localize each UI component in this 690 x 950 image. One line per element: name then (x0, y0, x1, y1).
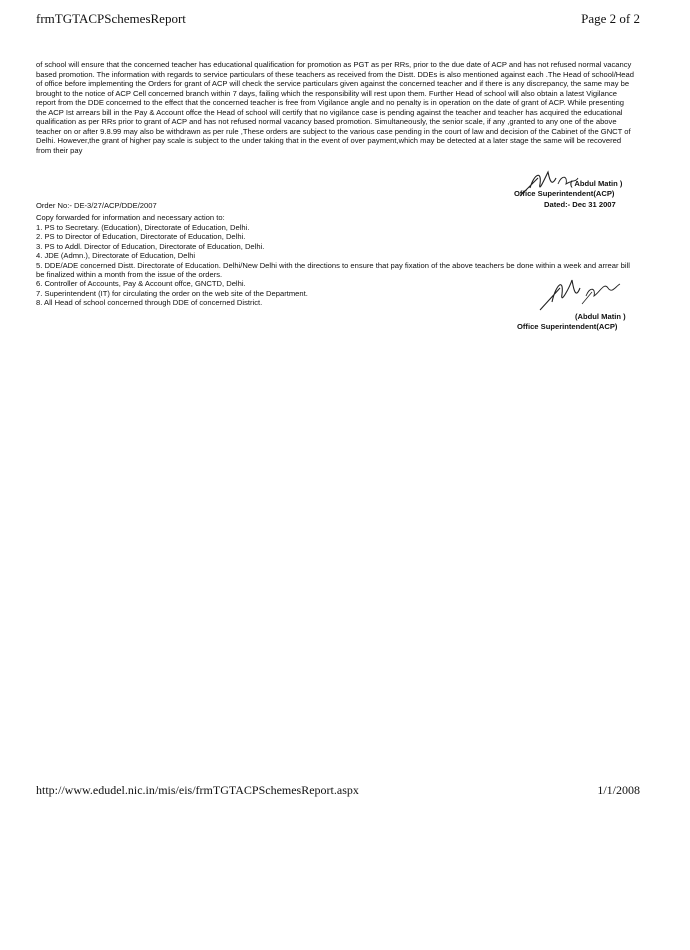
copy-list-item: 5. DDE/ADE concerned Distt. Directorate of Education. Delhi/New Delhi with the directions to ensure that pay fixation of the above teachers be done within a week and arrear bill be finalized within a month from the issue of the orders. (36, 260, 630, 280)
copy-list-item: 3. PS to Addl. Director of Education, Directorate of Education, Delhi. (36, 241, 265, 251)
report-title: frmTGTACPSchemesReport (36, 11, 186, 26)
signature-2-title: Office Superintendent(ACP) (517, 322, 618, 331)
copy-list-item: 8. All Head of school concerned through DDE of concerned District. (36, 298, 263, 308)
signature-1-date: Dated:- Dec 31 2007 (544, 200, 616, 209)
footer-url: http://www.edudel.nic.in/mis/eis/frmTGTACPSchemesReport.aspx (36, 783, 359, 797)
copy-list-item: 4. JDE (Admn.), Directorate of Education, Delhi (36, 251, 196, 261)
footer-date: 1/1/2008 (597, 783, 640, 797)
copy-list-item: 7. Superintendent (IT) for circulating the order on the web site of the Department. (36, 288, 308, 298)
copy-list-item: 1. PS to Secretary. (Education), Directorate of Education, Delhi. (36, 223, 250, 232)
signature-1-name: ( Abdul Matin ) (570, 179, 623, 188)
signature-2-handwriting (534, 274, 634, 316)
order-number: Order No:- DE-3/27/ACP/DDE/2007 (36, 201, 157, 210)
copy-forward-intro: Copy forwarded for information and necessary action to: (36, 213, 225, 222)
signature-2-name: (Abdul Matin ) (575, 312, 626, 321)
copy-list-item: 2. PS to Director of Education, Directorate of Education, Delhi. (36, 232, 246, 242)
page-number: Page 2 of 2 (581, 11, 640, 26)
signature-1-title: Office Superintendent(ACP) (514, 189, 615, 198)
copy-list-item: 6. Controller of Accounts, Pay & Account offce, GNCTD, Delhi. (36, 279, 246, 289)
body-paragraph: of school will ensure that the concerned teacher has educational qualification for promotion as PGT as per RRs, prior to the due date of ACP and has not refused normal vacancy based promotion. The information with regards to service particulars of these teachers as received from the Distt. DDEs is also mentioned against each .The Head of school/Head of office before implementing the Orders for grant of ACP will check the service particulars given against the concerned teacher and if there is any discrepancy, the same may be brought to the notice of ACP Cell concerned branch within 7 days, failing which the responsibility will rest upon them. Further Head of school will also obtain a latest Vigilance report from the DDE concerned to the effect that the concerned teacher is free from Vigilance angle and no penalty is in operation on the date of grant of ACP. While presenting the ACP Ist arrears bill in the Pay & Account offce the Head of school will certify that no vigilance case is pending against the teacher and teacher has acquired the educational qualification as per RRs prior to grant of ACP and has not refused normal vacancy based promotion. Simultaneously, the senior scale, if any ,granted to any one of the above teacher on or after 9.8.99 may also be withdrawn as per rule ,These orders are subject to the various case pending in the court of law and decision of the Cabinet of the GNCT of Delhi. However,the grant of higher pay scale is subject to the under taking that in the event of over payment,which may be detected at a later stage the same will be recovered from their pay (36, 60, 634, 155)
